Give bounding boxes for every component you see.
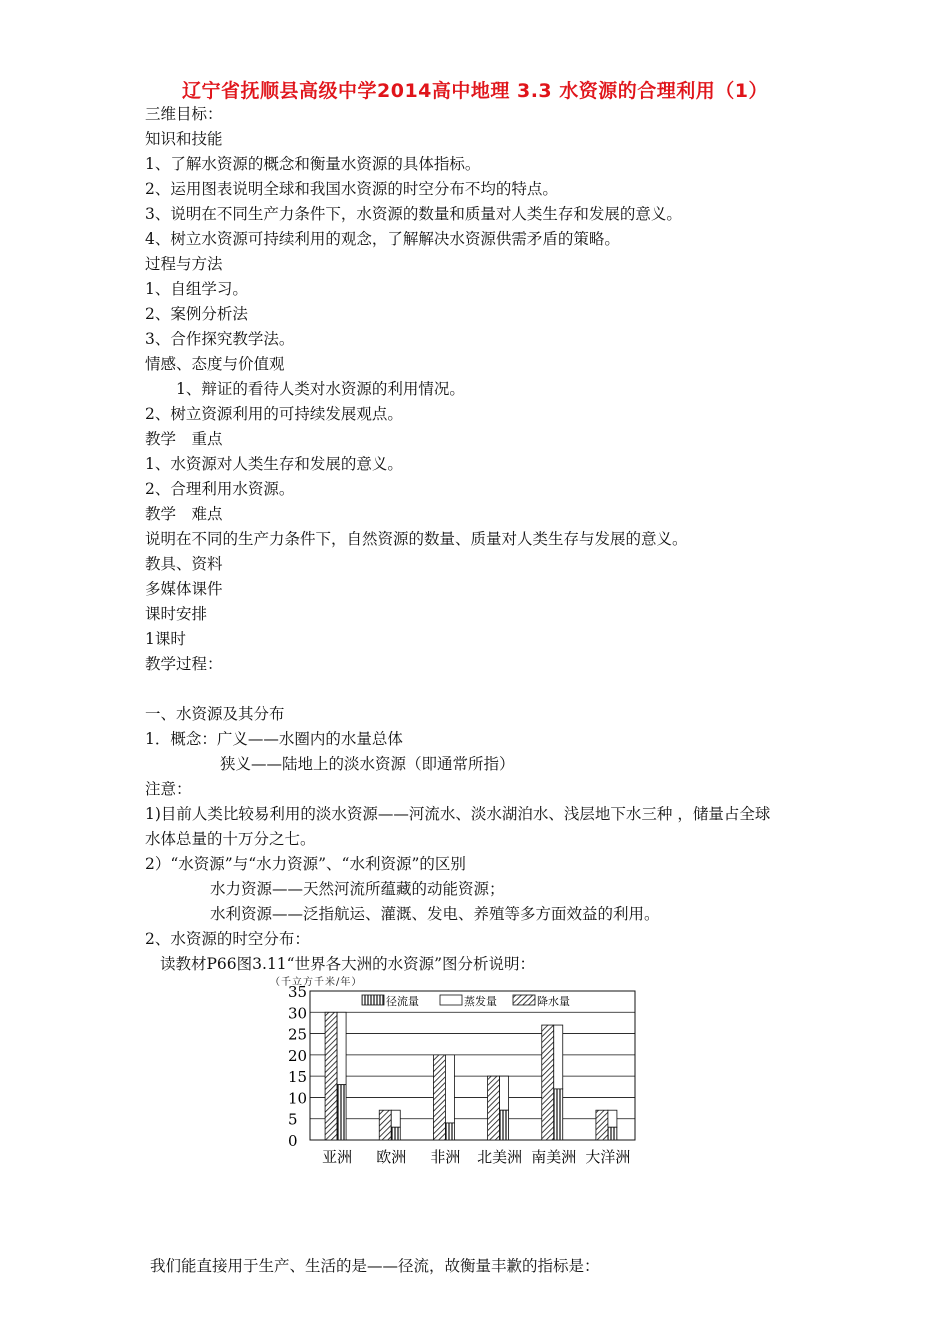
bar-precipitation [433, 1055, 445, 1140]
document-title: 辽宁省抚顺县高级中学2014高中地理 3.3 水资源的合理利用（1） [182, 80, 768, 102]
text-line: 教学过程： [145, 655, 223, 673]
text-line: 2）“水资源”与“水力资源”、“水利资源”的区别 [145, 855, 466, 873]
text-line: 2、案例分析法 [145, 305, 248, 323]
text-line: 2、合理利用水资源。 [145, 480, 295, 498]
text-line: 水力资源——天然河流所蕴藏的动能资源； [210, 880, 505, 898]
bar-runoff [500, 1110, 509, 1140]
text-line: 读教材P66图3.11“世界各大洲的水资源”图分析说明： [160, 955, 536, 973]
text-line: 1、辩证的看待人类对水资源的利用情况。 [176, 380, 465, 398]
text-line: 多媒体课件 [145, 580, 223, 598]
y-tick-label: 20 [288, 1046, 308, 1065]
legend-swatch [440, 995, 462, 1005]
bar-runoff [391, 1127, 400, 1140]
text-line: 2、水资源的时空分布： [145, 930, 310, 948]
legend-label: 蒸发量 [464, 995, 497, 1008]
x-category-label: 欧洲 [376, 1148, 407, 1166]
bar-runoff [608, 1127, 617, 1140]
legend-label: 降水量 [537, 995, 570, 1008]
text-line: 1、水资源对人类生存和发展的意义。 [145, 455, 403, 473]
y-tick-label: 10 [288, 1089, 308, 1108]
text-line: 说明在不同的生产力条件下，自然资源的数量、质量对人类生存与发展的意义。 [145, 530, 688, 548]
legend-swatch [362, 995, 384, 1005]
y-tick-label: 0 [288, 1132, 298, 1150]
text-line: 过程与方法 [145, 255, 223, 273]
bar-evaporation [500, 1076, 509, 1110]
plot-frame [310, 991, 635, 1140]
bar-precipitation [488, 1076, 500, 1140]
text-line: 我们能直接用于生产、生活的是——径流，故衡量丰歉的指标是： [150, 1257, 600, 1275]
text-line: 一、水资源及其分布 [145, 705, 285, 723]
text-line: 1、了解水资源的概念和衡量水资源的具体指标。 [145, 155, 481, 173]
text-line: 1、自组学习。 [145, 280, 248, 298]
chart-svg [265, 968, 655, 1178]
text-line: 2、运用图表说明全球和我国水资源的时空分布不均的特点。 [145, 180, 558, 198]
text-line: 1)目前人类比较易利用的淡水资源——河流水、淡水湖泊水、浅层地下水三种 ，储量占全球 [145, 805, 771, 823]
text-line: 教学 重点 [145, 430, 223, 448]
text-line: 3、合作探究教学法。 [145, 330, 295, 348]
y-tick-label: 15 [288, 1068, 308, 1087]
legend-swatch [513, 995, 535, 1005]
y-tick-label: 5 [288, 1110, 298, 1129]
text-line: 注意： [145, 780, 192, 798]
x-category-label: 非洲 [430, 1148, 461, 1166]
bar-evaporation [445, 1055, 454, 1123]
text-line: 2、树立资源利用的可持续发展观点。 [145, 405, 403, 423]
text-line: 教学 难点 [145, 505, 223, 523]
bar-evaporation [391, 1110, 400, 1127]
x-category-label: 亚洲 [322, 1148, 353, 1166]
water-resources-chart [265, 968, 655, 1178]
x-category-label: 南美洲 [531, 1148, 577, 1166]
text-line: 狭义——陆地上的淡水资源（即通常所指） [220, 755, 515, 773]
text-line: 课时安排 [145, 605, 208, 623]
legend-label: 径流量 [386, 995, 419, 1008]
text-line: 三维目标： [145, 105, 223, 123]
text-line: 水体总量的十万分之七。 [145, 830, 316, 848]
bar-precipitation [542, 1025, 554, 1140]
chart-unit-label: （千立方千米/年） [270, 977, 363, 988]
bar-evaporation [554, 1025, 563, 1089]
bar-precipitation [325, 1012, 337, 1140]
text-line: 知识和技能 [145, 130, 223, 148]
bar-runoff [337, 1085, 346, 1140]
bar-runoff [554, 1089, 563, 1140]
bar-precipitation [379, 1110, 391, 1140]
bar-evaporation [337, 1012, 346, 1084]
text-line: 教具、资料 [145, 555, 223, 573]
y-tick-label: 25 [288, 1025, 308, 1044]
bar-evaporation [608, 1110, 617, 1127]
x-category-label: 大洋洲 [585, 1148, 631, 1166]
text-line: 情感、态度与价值观 [145, 355, 285, 373]
bar-runoff [445, 1123, 454, 1140]
text-line: 3、说明在不同生产力条件下，水资源的数量和质量对人类生存和发展的意义。 [145, 205, 682, 223]
text-line: 水利资源——泛指航运、灌溉、发电、养殖等多方面效益的利用。 [210, 905, 660, 923]
y-tick-label: 30 [288, 1004, 308, 1023]
text-line: 1课时 [145, 630, 186, 648]
bar-precipitation [596, 1110, 608, 1140]
y-tick-label: 35 [288, 983, 308, 1001]
text-line: 1．概念：广义——水圈内的水量总体 [145, 730, 403, 748]
x-category-label: 北美洲 [477, 1148, 523, 1166]
text-line: 4、树立水资源可持续利用的观念，了解解决水资源供需矛盾的策略。 [145, 230, 620, 248]
